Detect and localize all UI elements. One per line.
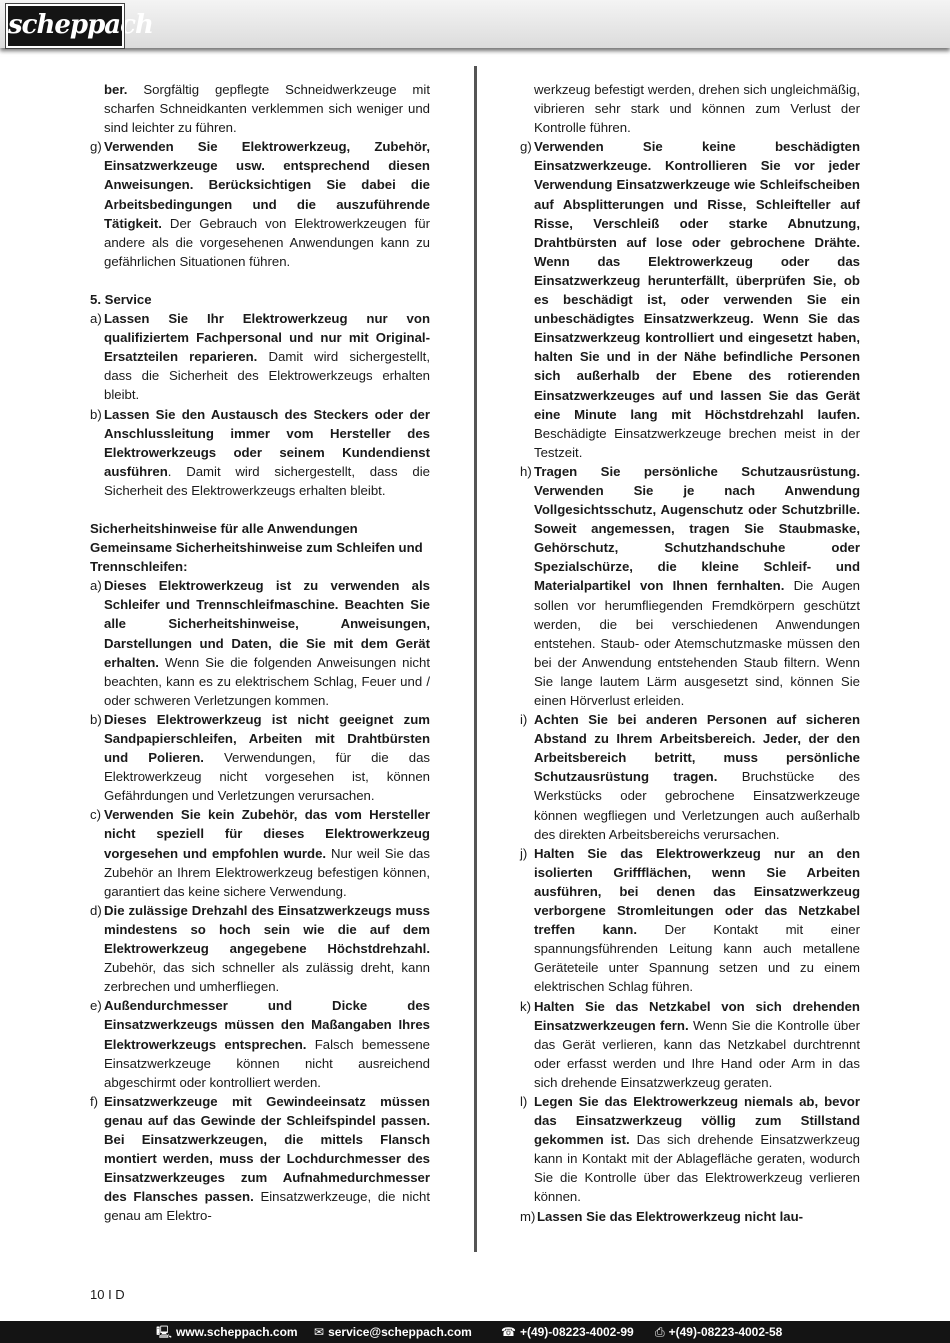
computer-icon: 🖳 <box>156 1325 173 1339</box>
continued-bold: ber. <box>104 82 128 97</box>
continued-paragraph: werkzeug befestigt werden, drehen sich ungleichmäßig, vibrieren sehr stark und können zum Verlust der Kontrolle führen. <box>534 82 860 136</box>
item-text: Nur weil Sie das Zubehör an Ihrem Elektrowerkzeug befestigen können, garantiert das keine sichere Verwendung. <box>104 845 430 899</box>
page-number: 10 I D <box>90 1287 125 1302</box>
item-label: m) <box>520 1208 536 1224</box>
column-divider <box>474 66 477 1252</box>
list-item <box>90 1092 430 1226</box>
item-label: e) <box>90 998 102 1014</box>
phone-icon: ☎ <box>501 1325 516 1339</box>
item-text: Die Augen sollen vor herumfliegenden Fremdkörpern geschützt werden, die bei verschiedenen Anwendungen entstehen. Staub- oder Atemschutzmaske müssen den bei der Anwendung entstehenden Staub filtern. Wenn Sie lange lautem Lärm ausgesetzt sind, können Sie einen Hörverlust erleiden. <box>534 578 860 708</box>
item-label: h) <box>520 463 532 479</box>
right-column <box>520 80 860 1226</box>
item-label: g) <box>520 139 532 155</box>
item-bold-text: Verwenden Sie Elektrowerkzeug, Zubehör, Einsatzwerkzeuge usw. entsprechend diesen Anweisungen. Berücksichtigen Sie dabei die Arbeitsbedingungen und die auszuführende Tätigkeit. <box>104 139 430 231</box>
item-bold-text: Achten Sie bei anderen Personen auf sicheren Abstand zu Ihrem Arbeitsbereich. Jeder, der den Arbeitsbereich betritt, muss persönliche Schutzausrüstung tragen. <box>534 712 860 785</box>
list-item-g <box>90 137 430 271</box>
continued-paragraph <box>90 80 430 137</box>
item-text: Das sich drehende Einsatzwerkzeug kann in Kontakt mit der Ablagefläche geraten, wodurch Sie die Kontrolle über das Elektrowerkzeug verlieren können. <box>534 1132 861 1205</box>
item-bold-text: Halten Sie das Elektrowerkzeug nur an den isolierten Griffflächen, wenn Sie Arbeiten ausführen, bei denen das Einsatzwerkzeug verborgene Stromleitungen oder das Netzkabel treffen kann. <box>534 845 860 938</box>
item-text: Der Kontakt mit einer spannungsführenden Leitung kann auch metallene Geräteteile unter Spannung setzen und zu einem elektrischen Schlag führen. <box>534 922 861 995</box>
item-label: k) <box>520 998 531 1014</box>
phone-text: +(49)-08223-4002-99 <box>519 1325 634 1339</box>
service-heading: 5. Service <box>90 291 152 307</box>
fax-text: +(49)-08223-4002-58 <box>668 1325 783 1339</box>
list-item <box>90 996 430 1091</box>
safety-heading: Sicherheitshinweise für alle Anwendungen <box>90 520 358 536</box>
item-bold-text: Dieses Elektrowerkzeug ist nicht geeignet zum Sandpapierschleifen, Arbeiten mit Drahtbürsten und Polieren. <box>104 711 430 766</box>
item-text: Damit wird sichergestellt, dass die Sicherheit des Elektrowerkzeugs erhalten bleibt. <box>104 349 430 403</box>
left-column <box>90 80 430 1225</box>
list-item <box>520 710 860 844</box>
item-text: Beschädigte Einsatzwerkzeuge brechen meist in der Testzeit. <box>534 425 860 460</box>
website-text: www.scheppach.com <box>176 1325 298 1339</box>
item-text: Verwendungen, für die das Elektrowerkzeug nicht vorgesehen ist, können Gefährdungen und Verletzungen verursachen. <box>104 750 431 804</box>
item-bold-text: Tragen Sie persönliche Schutzausrüstung. Verwenden Sie je nach Anwendung Vollgesichtsschutz, Augenschutz oder Schutzbrille. Soweit angemessen, tragen Sie Staubmaske, Gehörschutz, Schutzhandschuhe oder Spezialschürze, die kleine Schleif- und Materialpartikel von Ihnen fernhalten. <box>534 463 860 594</box>
list-item <box>90 805 430 900</box>
item-text: Der Gebrauch von Elektrowerkzeugen für andere als die vorgesehenen Anwendungen kann zu gefährlichen Situationen führen. <box>104 215 430 269</box>
item-text: Wenn Sie die folgenden Anweisungen nicht beachten, kann es zu elektrischem Schlag, Feuer und / oder schweren Verletzungen kommen. <box>104 654 430 708</box>
item-bold-text: Verwenden Sie keine beschädigten Einsatzwerkzeuge. Kontrollieren Sie vor jeder Verwendung Einsatzwerkzeuge wie Schleifscheiben auf Absplitterungen und Risse, Schleifteller auf Risse, Verschleiß oder starke Abnutzung, Drahtbürsten auf lose oder gebrochene Drähte. Wenn das Elektrowerkzeug oder das Einsatzwerkzeug herunterfällt, überprüfen Sie, ob es beschädigt ist, oder verwenden Sie ein unbeschädigtes Einsatzwerkzeug. Wenn Sie das Einsatzwerkzeug kontrolliert und eingesetzt haben, halten Sie und in der Nähe befindliche Personen sich außerhalb der Ebene des rotierenden Einsatzwerkzeuges auf und lassen Sie das Gerät eine Minute lang mit Höchstdrehzahl laufen. <box>534 139 860 422</box>
item-text: Einsatzwerkzeuge, die nicht genau am Elektro- <box>104 1189 430 1224</box>
scheppach-logo: scheppach <box>6 4 124 48</box>
item-label: a) <box>90 311 102 327</box>
item-text: . Damit wird sichergestellt, dass die Sicherheit des Elektrowerkzeugs erhalten bleibt. <box>104 463 430 498</box>
item-label: l) <box>520 1093 528 1109</box>
footer-fax <box>655 1321 782 1343</box>
item-bold-text: Verwenden Sie kein Zubehör, das vom Hersteller nicht speziell für dieses Elektrowerkzeug vorgesehen und empfohlen wurde. <box>104 807 430 861</box>
page-header <box>0 0 950 48</box>
item-text: Zubehör, das sich schneller als zulässig dreht, kann zerbrechen und umherfliegen. <box>104 960 430 995</box>
item-label: i) <box>520 712 528 728</box>
list-item <box>90 309 430 404</box>
fax-icon: ⎙ <box>655 1325 665 1339</box>
item-text: Bruchstücke des Werkstücks oder gebrochene Einsatzwerkzeuge können wegfliegen und Verletzungen auch außerhalb des direkten Arbeitsbereichs verursachen. <box>534 769 860 842</box>
email-text: service@scheppach.com <box>328 1325 472 1339</box>
envelope-icon: ✉ <box>314 1325 325 1339</box>
item-text: Wenn Sie die Kontrolle über das Gerät verlieren, kann das Netzkabel durchtrennt oder erfasst werden und Ihre Hand oder Arm in das sich drehende Einsatzwerkzeug geraten. <box>534 1017 860 1090</box>
item-bold-text: Lassen Sie das Elektrowerkzeug nicht lau- <box>537 1208 804 1224</box>
item-text: Falsch bemessene Einsatzwerkzeuge können nicht ausreichend abgeschirmt oder kontrolliert werden. <box>104 1036 430 1090</box>
list-item <box>90 710 430 805</box>
footer-phone <box>501 1321 634 1343</box>
item-label: j) <box>520 845 528 861</box>
item-bold-text: Dieses Elektrowerkzeug ist zu verwenden als Schleifer und Trennschleifmaschine. Beachten Sie alle Sicherheitshinweise, Anweisungen, Darstellungen und Daten, die Sie mit dem Gerät erhalten. <box>104 578 430 670</box>
item-bold-text: Lassen Sie Ihr Elektrowerkzeug nur von qualifiziertem Fachpersonal und nur mit Original- Ersatzteilen reparieren. <box>104 311 430 365</box>
list-item <box>520 137 860 462</box>
page-footer <box>0 1321 950 1343</box>
footer-website[interactable] <box>156 1321 298 1343</box>
item-label: g) <box>90 139 102 155</box>
list-item <box>520 997 860 1092</box>
continued-text: Sorgfältig gepflegte Schneidwerkzeuge mit scharfen Schneidkanten verklemmen sich weniger und sind leichter zu führen. <box>104 82 430 136</box>
item-label: b) <box>90 406 102 422</box>
list-item <box>90 405 430 500</box>
item-label: f) <box>90 1093 99 1109</box>
list-item <box>520 1207 860 1226</box>
item-bold-text: Halten Sie das Netzkabel von sich drehenden Einsatzwerkzeugen fern. <box>534 998 860 1033</box>
item-bold-text: Die zulässige Drehzahl des Einsatzwerkzeugs muss mindestens so hoch sein wie die auf dem Elektrowerkzeug angegebene Höchstdrehzahl. <box>104 902 430 957</box>
item-label: d) <box>90 902 102 918</box>
safety-subheading: Gemeinsame Sicherheitshinweise zum Schleifen und Trennschleifen: <box>90 540 423 575</box>
item-bold-text: Außendurchmesser und Dicke des Einsatzwerkzeugs müssen den Maßangaben Ihres Elektrowerkzeugs entsprechen. <box>104 998 430 1052</box>
item-label: b) <box>90 711 102 727</box>
item-bold-text: Lassen Sie den Austausch des Steckers oder der Anschlussleitung immer vom Hersteller des Elektrowerkzeugs oder seinem Kundendienst ausführen <box>104 406 430 479</box>
list-item <box>520 844 860 997</box>
list-item <box>90 901 430 996</box>
list-item <box>90 576 430 710</box>
item-label: a) <box>90 578 102 594</box>
list-item <box>520 1092 860 1207</box>
list-item <box>520 462 860 710</box>
item-label: c) <box>90 807 101 823</box>
item-bold-text: Legen Sie das Elektrowerkzeug niemals ab, bevor das Einsatzwerkzeug völlig zum Stillstand gekommen ist. <box>534 1093 860 1148</box>
item-bold-text: Einsatzwerkzeuge mit Gewindeeinsatz müssen genau auf das Gewinde der Schleifspindel passen. Bei Einsatzwerkzeugen, die mittels Flansch montiert werden, muss der Lochdurchmesser des Einsatzwerkzeuges zum Aufnahmedurchmesser des Flansches passen. <box>104 1093 430 1205</box>
footer-email[interactable] <box>314 1321 472 1343</box>
